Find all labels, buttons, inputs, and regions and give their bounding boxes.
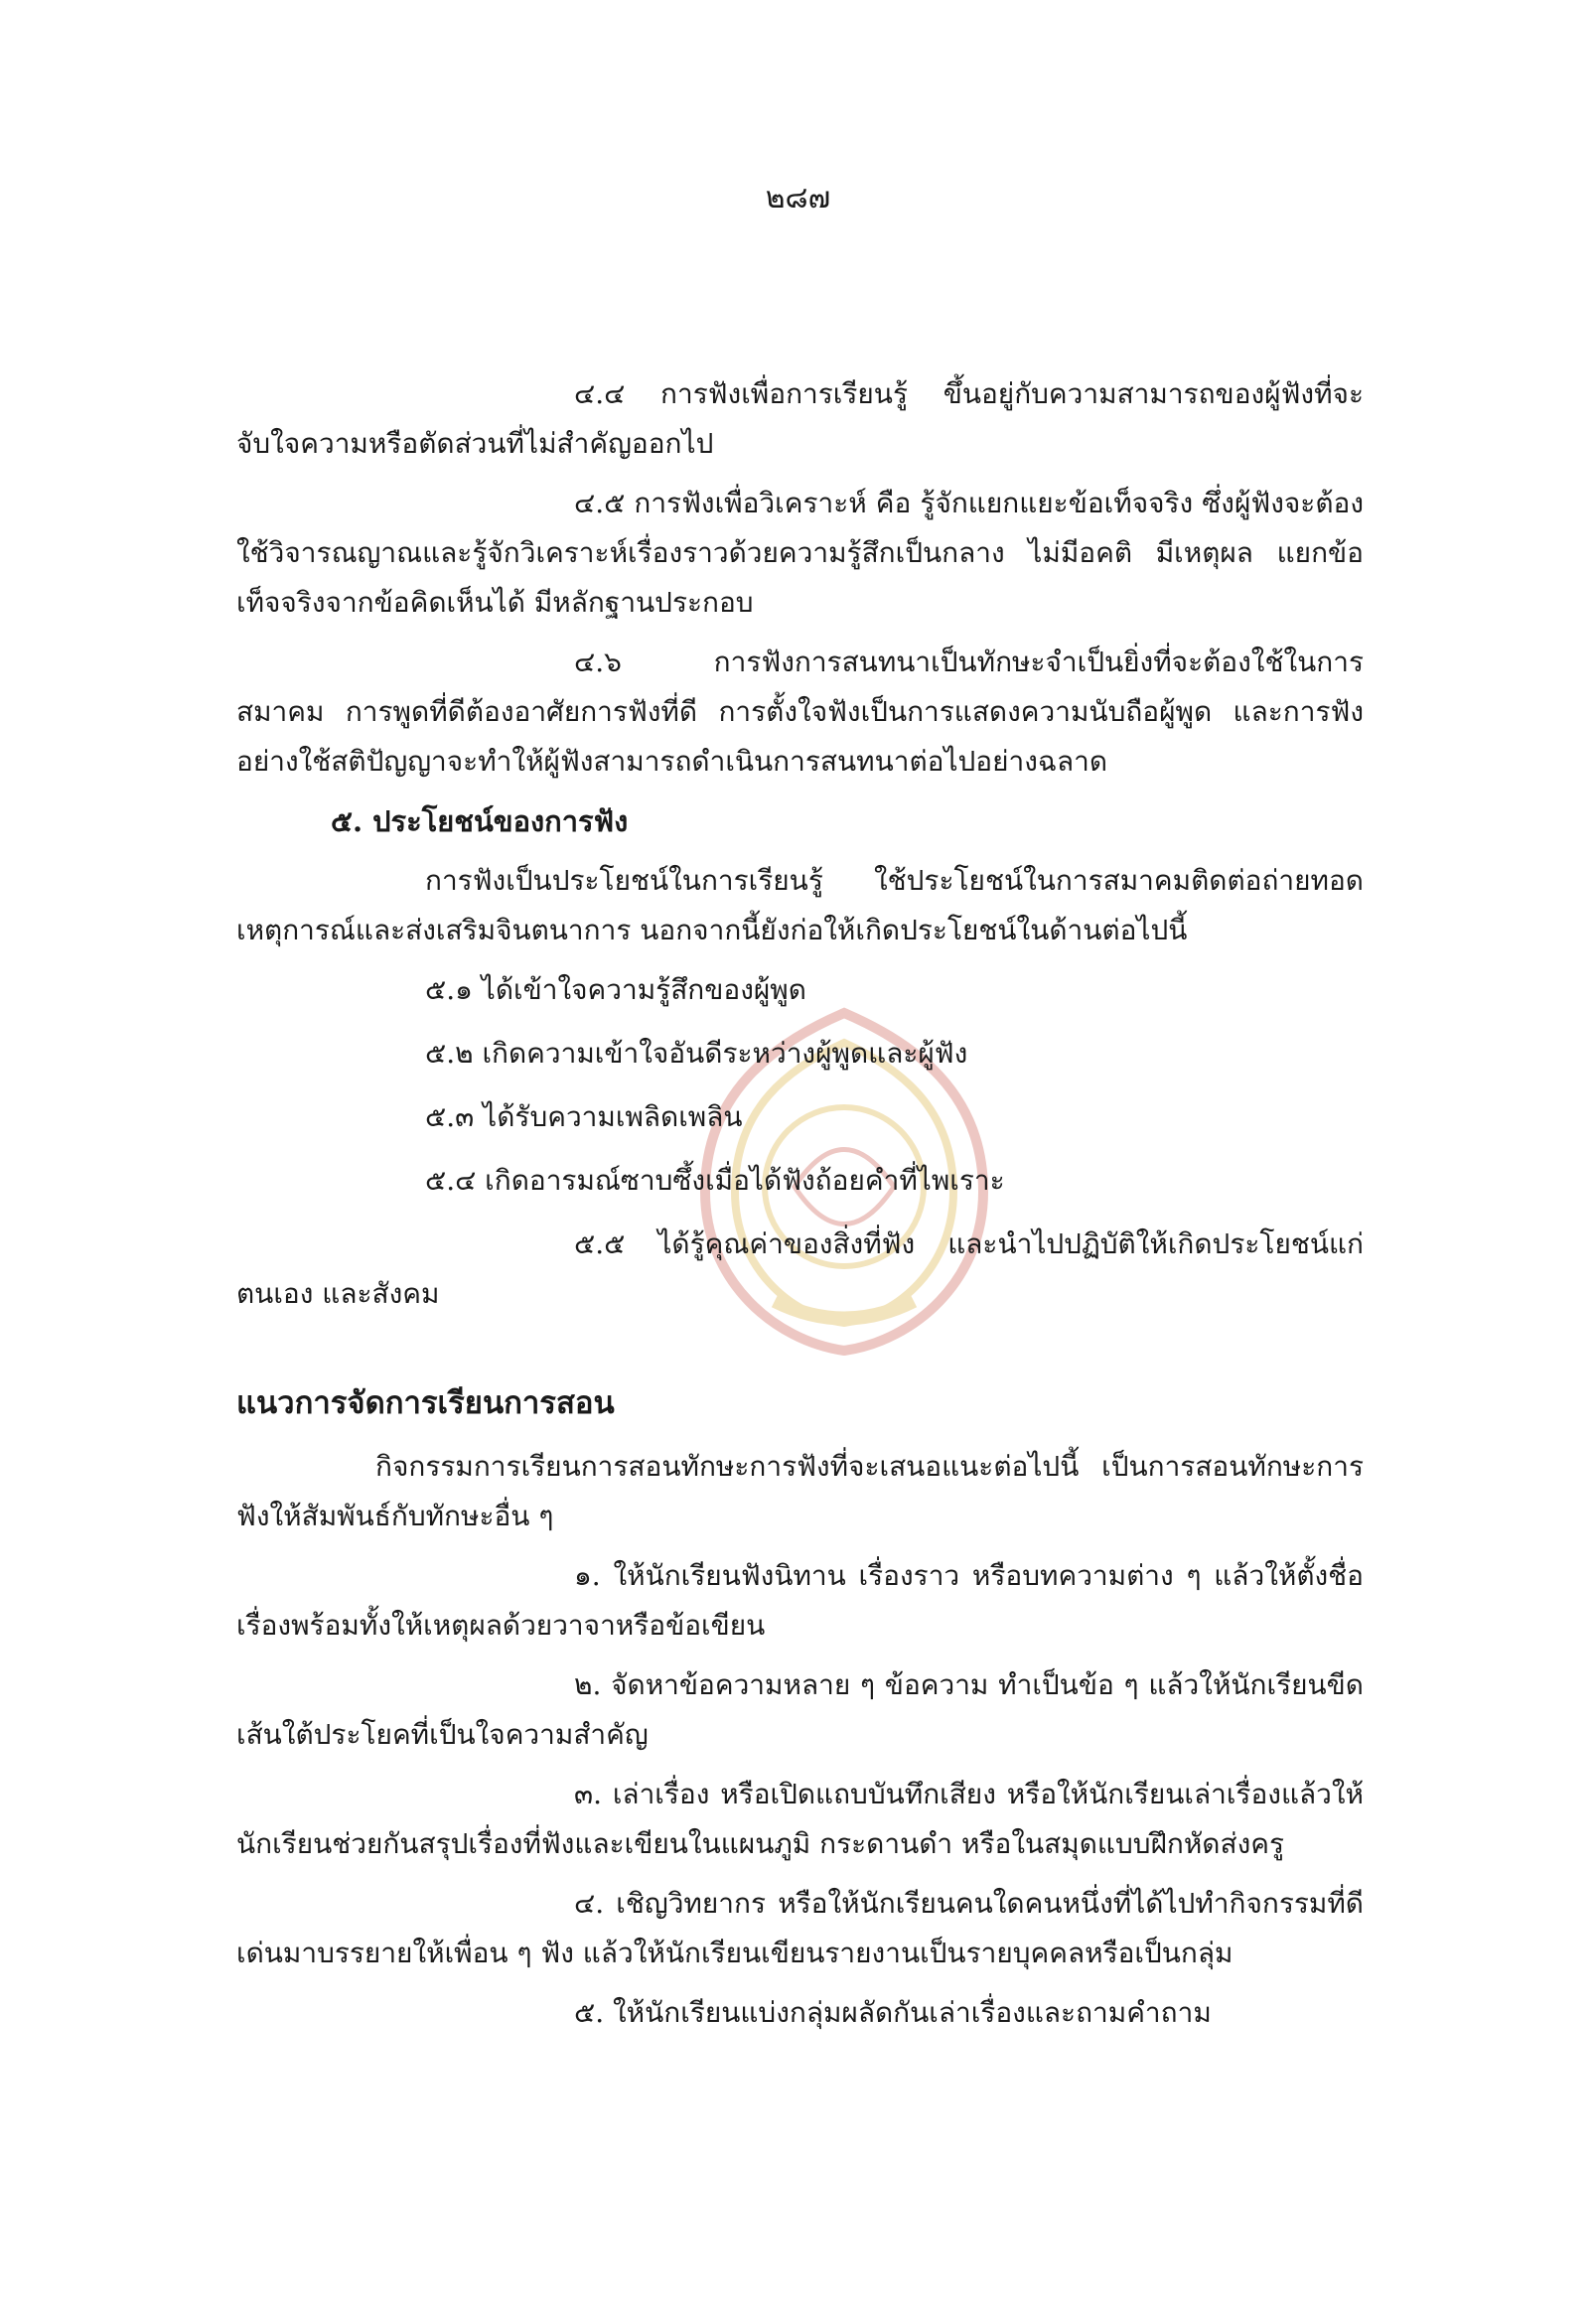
activity-item-5: ๕. ให้นักเรียนแบ่งกลุ่มผลัดกันเล่าเรื่องและถามคำถาม <box>574 1996 1212 2029</box>
activity-item-1: ๑. ให้นักเรียนฟังนิทาน เรื่องราว หรือบทความต่าง ๆ แล้วให้ตั้งชื่อเรื่องพร้อมทั้งให้เหตุผลด้วยวาจาหรือข้อเขียน <box>236 1559 1364 1642</box>
benefit-item-5-5: ๕.๕ ได้รู้คุณค่าของสิ่งที่ฟัง และนำไปปฏิบัติให้เกิดประโยชน์แก่ตนเอง และสังคม <box>236 1227 1364 1310</box>
paragraph-4-4: ๔.๔ การฟังเพื่อการเรียนรู้ ขึ้นอยู่กับความสามารถของผู้ฟังที่จะจับใจความหรือตัดส่วนที่ไม่สำคัญออกไป <box>236 377 1364 460</box>
activity-item-3: ๓. เล่าเรื่อง หรือเปิดแถบบันทึกเสียง หรือให้นักเรียนเล่าเรื่องแล้วให้นักเรียนช่วยกันสรุปเรื่องที่ฟังและเขียนในแผนภูมิ กระดานดำ หรือในสมุดแบบฝึกหัดส่งครู <box>236 1778 1364 1860</box>
section-5-intro: การฟังเป็นประโยชน์ในการเรียนรู้ ใช้ประโยชน์ในการสมาคมติดต่อถ่ายทอดเหตุการณ์และส่งเสริมจินตนาการ นอกจากนี้ยังก่อให้เกิดประโยชน์ในด้านต่อไปนี้ <box>236 864 1364 946</box>
teaching-heading: แนวการจัดการเรียนการสอน <box>236 1385 615 1421</box>
benefit-item-5-3: ๕.๓ ได้รับความเพลิดเพลิน <box>425 1100 743 1133</box>
paragraph-4-5: ๔.๕ การฟังเพื่อวิเคราะห์ คือ รู้จักแยกแยะข้อเท็จจริง ซึ่งผู้ฟังจะต้องใช้วิจารณญาณและรู้จักวิเคราะห์เรื่องราวด้วยความรู้สึกเป็นกลาง ไม่มีอคติ มีเหตุผล แยกข้อเท็จจริงจากข้อคิดเห็นได้ มีหลักฐานประกอบ <box>236 487 1364 619</box>
main-content <box>236 369 1364 2048</box>
activity-item-2: ๒. จัดหาข้อความหลาย ๆ ข้อความ ทำเป็นข้อ ๆ แล้วให้นักเรียนขีดเส้นใต้ประโยคที่เป็นใจความสำคัญ <box>236 1668 1364 1751</box>
section-5-heading: ๕. ประโยชน์ของการฟัง <box>331 804 629 838</box>
page-number: ๒๘๗ <box>765 181 831 216</box>
paragraph-4-6: ๔.๖ การฟังการสนทนาเป็นทักษะจำเป็นยิ่งที่จะต้องใช้ในการสมาคม การพูดที่ดีต้องอาศัยการฟังที่ดี การตั้งใจฟังเป็นการแสดงความนับถือผู้พูด และการฟังอย่างใช้สติปัญญาจะทำให้ผู้ฟังสามารถดำเนินการสนทนาต่อไปอย่างฉลาด <box>236 646 1364 778</box>
benefit-item-5-2: ๕.๒ เกิดความเข้าใจอันดีระหว่างผู้พูดและผู้ฟัง <box>425 1037 968 1070</box>
activity-item-4: ๔. เชิญวิทยากร หรือให้นักเรียนคนใดคนหนึ่งที่ได้ไปทำกิจกรรมที่ดีเด่นมาบรรยายให้เพื่อน ๆ ฟัง แล้วให้นักเรียนเขียนรายงานเป็นรายบุคคลหรือเป็นกลุ่ม <box>236 1887 1364 1969</box>
benefit-item-5-1: ๕.๑ ได้เข้าใจความรู้สึกของผู้พูด <box>425 973 806 1006</box>
teaching-intro: กิจกรรมการเรียนการสอนทักษะการฟังที่จะเสนอแนะต่อไปนี้ เป็นการสอนทักษะการฟังให้สัมพันธ์กับทักษะอื่น ๆ <box>236 1450 1364 1532</box>
benefit-item-5-4: ๕.๔ เกิดอารมณ์ซาบซึ้งเมื่อได้ฟังถ้อยคำที่ไพเราะ <box>425 1164 1005 1197</box>
